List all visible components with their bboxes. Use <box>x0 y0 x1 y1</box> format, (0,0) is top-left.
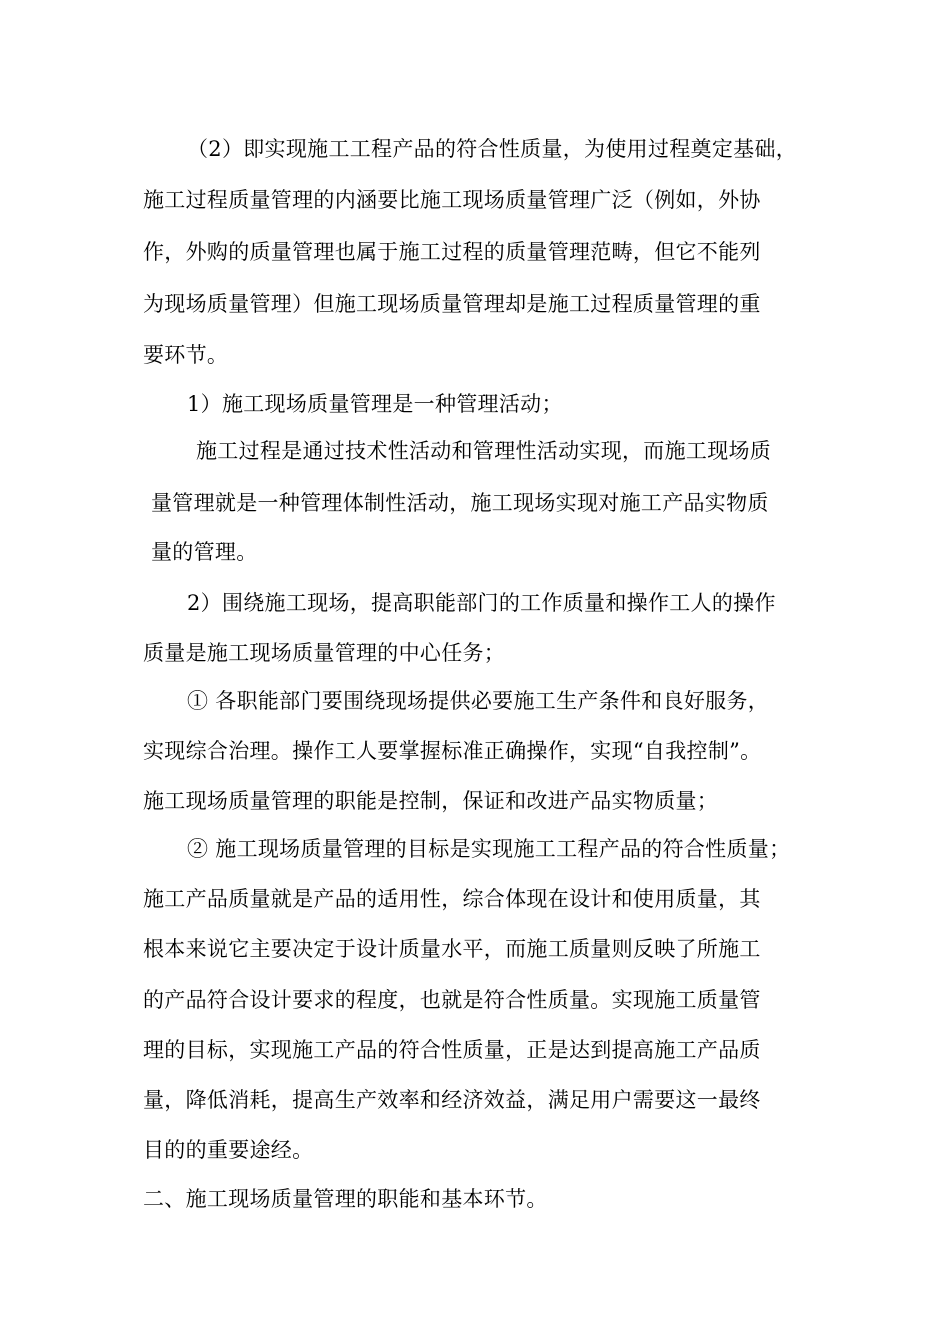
text-line: 的产品符合设计要求的程度，也就是符合性质量。实现施工质量管 <box>143 988 761 1012</box>
text-line: 要环节。 <box>143 343 229 367</box>
text-line: 根本来说它主要决定于设计质量水平，而施工质量则反映了所施工 <box>143 937 761 961</box>
text-line: ② 施工现场质量管理的目标是实现施工工程产品的符合性质量； <box>187 837 791 861</box>
text-line: 施工产品质量就是产品的适用性，综合体现在设计和使用质量，其 <box>143 887 761 911</box>
text-line: 施工过程是通过技术性活动和管理性活动实现，而施工现场质 <box>196 439 772 463</box>
text-line: 量管理就是一种管理体制性活动，施工现场实现对施工产品实物质 <box>151 491 769 515</box>
text-line: ① 各职能部门要围绕现场提供必要施工生产条件和良好服务， <box>187 689 770 713</box>
text-line: （2）即实现施工工程产品的符合性质量，为使用过程奠定基础， <box>187 137 798 161</box>
text-line: 理的目标，实现施工产品的符合性质量，正是达到提高施工产品质 <box>143 1038 761 1062</box>
text-line: 目的的重要途经。 <box>143 1138 314 1162</box>
text-line: 作，外购的质量管理也属于施工过程的质量管理范畴，但它不能列 <box>143 240 761 264</box>
text-line: 为现场质量管理）但施工现场质量管理却是施工过程质量管理的重 <box>143 292 761 316</box>
text-line: 施工现场质量管理的职能是控制，保证和改进产品实物质量； <box>143 789 719 813</box>
section-heading: 二、施工现场质量管理的职能和基本环节。 <box>143 1187 548 1211</box>
text-line: 质量是施工现场质量管理的中心任务； <box>143 641 506 665</box>
text-line: 1）施工现场质量管理是一种管理活动； <box>187 392 563 416</box>
text-line: 2）围绕施工现场，提高职能部门的工作质量和操作工人的操作 <box>187 591 776 615</box>
text-line: 量的管理。 <box>151 540 258 564</box>
text-line: 量，降低消耗，提高生产效率和经济效益，满足用户需要这一最终 <box>143 1088 761 1112</box>
text-line: 施工过程质量管理的内涵要比施工现场质量管理广泛（例如，外协 <box>143 188 761 212</box>
text-line: 实现综合治理。操作工人要掌握标准正确操作，实现“自我控制”。 <box>143 739 762 763</box>
